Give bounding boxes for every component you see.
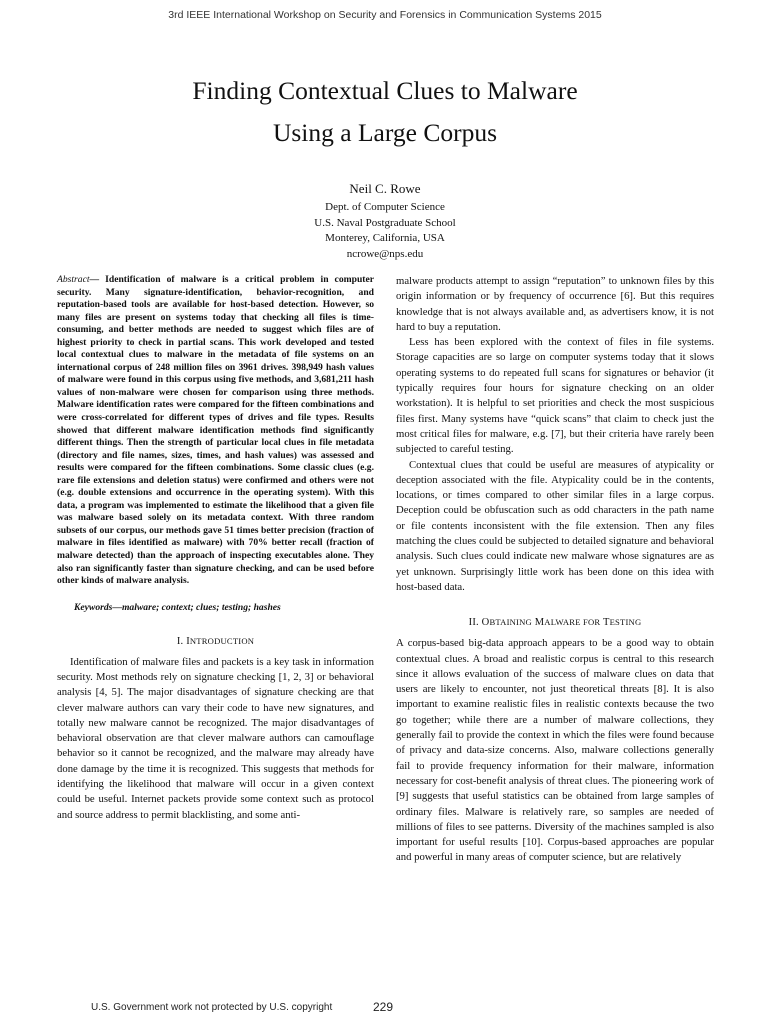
keywords: Keywords—malware; context; clues; testing; hashes xyxy=(74,601,281,613)
abstract-text: Identification of malware is a critical problem in computer security. Many signature-identification, behavior-recognition, and reputation-based tools are available for host-based detection. However, so many files are present on systems today that checking all files is time-consuming, and better methods are needed to suggest which files are of highest priority to check in partial scans. This work developed and tested local contextual clues to malware in the metadata of file systems on an international corpus of 248 million files on 3961 drives. 398,949 hash values of malware were found in this corpus using five methods, and 3,681,211 hash values of non-malware were chosen for comparison using three methods. Malware identification rates were compared for the fifteen combinations and were cross-correlated for different types of drives and file types. Results showed that different malware identification methods find significantly different things. Then the strength of particular local clues in file metadata (directory and file names, sizes, times, and hash values) was assessed and results were compared for the fifteen combinations. Some classic clues (e.g. rare file extensions and deletion status) were confirmed and others were not (e.g. double extensions and occurrence in the operating system). With this data, a program was implemented to estimate the likelihood that a given file was malware based solely on its metadata context. With three random subsets of our corpus, our methods gave 51 times better precision (fraction of malware in files identified as malware) with 70% better recall (fraction of malware detected) than the approach of inspecting executables alone. They also ran significantly faster than signature checking, and can be used before other kinds of malware analysis. xyxy=(57,274,374,587)
author-school: U.S. Naval Postgraduate School xyxy=(314,216,456,229)
author-location: Monterey, California, USA xyxy=(325,232,445,244)
right-column xyxy=(396,274,714,866)
section-number: I. xyxy=(176,635,184,647)
section-heading-introduction xyxy=(57,634,374,649)
intro-paragraph-3: Contextual clues that could be useful are measures of atypicality or deception associated with the file. Atypicality could be in the contents, locations, or times compared to other similar files in a large corpus. Deception could be obfuscation such as odd characters in the path name or file contents inconsistent with the file extension. Then any files matching the clues could be subjected to detailed signature and behavioral analysis. Such clues could indicate new malware whose signatures are as yet unknown. Surprisingly little work has been done on this idea with host-based data. xyxy=(396,458,714,593)
author-affiliation xyxy=(0,200,770,262)
left-column xyxy=(57,274,374,823)
author-dept: Dept. of Computer Science xyxy=(325,201,445,213)
intro-paragraph-1: Identification of malware files and packets is a key task in information security. Most methods rely on signature checking [1, 2, 3] or behavioral analysis [4, 5]. The major disadvantages of signature checking are that clever malware authors can vary their code to have new signatures, and totally new malware cannot be recognized. The major disadvantages of behavioral observation are that clever malware authors can camouflage behavior so it cannot be recognized, and the malware may already have done damage by the time it is recognized. This suggests that methods for identifying the likelihood that malware will occur in a given context could be useful. Internet packets provide some context such as protocol and source address to permit blacklisting, and some anti- xyxy=(57,655,374,821)
section-heading-obtaining-malware xyxy=(396,615,714,630)
conference-header: 3rd IEEE International Workshop on Security and Forensics in Communication Systems 2015 xyxy=(168,9,602,21)
intro-paragraph-2: Less has been explored with the context of files in file systems. Storage capacities are so large on computer systems today that it slows operating systems to do repeated full scans for signatures or behavior (it typically requires four hours for signature checking on an older workstation). It is helpful to set priorities and check the most suspicious files first. Many systems have “quick scans” that claim to check just the most critical files for malware, e.g. [7], but their criteria have rarely been subjected to careful testing. xyxy=(396,336,714,456)
section2-btaining: BTAINING xyxy=(489,617,532,628)
section-title-first: I xyxy=(186,635,190,647)
title-line-2: Using a Large Corpus xyxy=(272,118,498,147)
section2-t: T xyxy=(602,617,610,629)
copyright-notice: U.S. Government work not protected by U.S. copyright xyxy=(91,1002,333,1013)
intro-continuation: malware products attempt to assign “reputation” to unknown files by this origin information or by frequency of occurrence [6]. But this requires knowledge that is not always available and, as advertisers know, it is not hard to buy a reputation. xyxy=(396,275,714,333)
section2-number: II. xyxy=(468,617,479,629)
section2-paragraph-1: A corpus-based big-data approach appears to be a good way to obtain contextual clues. A broad and realistic corpus is central to this research since it allows evaluation of the success of malware clues on data that users are likely to encounter, not just theoretical threats [8]. It is also important to examine realistic files in realistic contexts because the two go together; while there are a number of malware collections, they generally fail to provide the context in which the files were found because of privacy and data-size concerns. Also, malware collections generally fail to provide frequency information for their malware, information necessary for cost-benefit analysis of threat clues. The pioneering work of [9] suggests that useful statistics can be obtained from large samples of ordinary files. Malware is relatively rare, so samples are needed of millions of files to see patterns. Diversity of the machines sampled is also important for useful results [10]. Corpus-based approaches are popular and powerful in many areas of computer science, but are relatively xyxy=(396,637,714,864)
abstract xyxy=(57,274,374,588)
abstract-sep: — xyxy=(89,274,106,285)
title-line-1: Finding Contextual Clues to Malware xyxy=(192,76,578,105)
section2-alware: ALWARE FOR xyxy=(544,617,601,628)
section2-m: M xyxy=(534,617,545,629)
section2-o: O xyxy=(481,617,490,629)
author-email: ncrowe@nps.edu xyxy=(346,247,424,260)
section2-esting: ESTING xyxy=(609,617,642,628)
page-number: 229 xyxy=(373,1000,394,1014)
author-name: Neil C. Rowe xyxy=(349,181,421,196)
paper-title xyxy=(0,70,770,154)
section-title-rest: NTRODUCTION xyxy=(189,635,255,646)
abstract-lead: Abstract xyxy=(57,274,90,285)
